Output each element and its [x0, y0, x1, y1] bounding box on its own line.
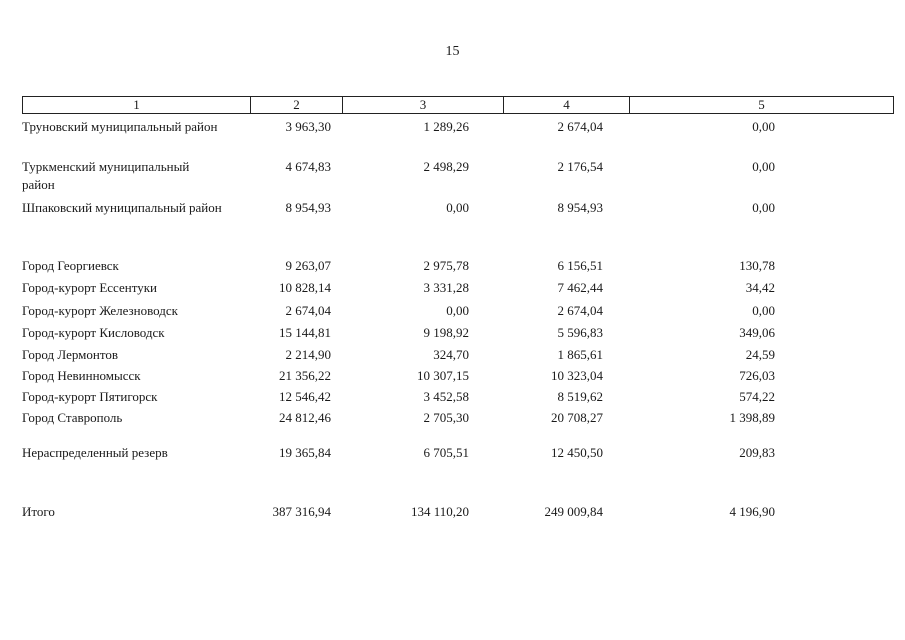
row-name: Город-курорт Железноводск	[22, 303, 178, 318]
row-value-col-2: 9 263,07	[285, 258, 331, 273]
row-value-col-2: 12 546,42	[279, 389, 331, 404]
row-value-col-4: 7 462,44	[557, 280, 603, 295]
row-value-col-5: 349,06	[739, 325, 775, 340]
row-value-col-4: 8 954,93	[557, 200, 603, 215]
row-value-col-2: 21 356,22	[279, 368, 331, 383]
row-name: Труновский муниципальный район	[22, 119, 218, 134]
row-value-col-5: 0,00	[752, 119, 775, 134]
row-value-col-5: 0,00	[752, 159, 775, 174]
row-value-col-4: 2 176,54	[557, 159, 603, 174]
row-name: Туркменский муниципальный район	[22, 159, 190, 192]
row-name: Город Ставрополь	[22, 410, 123, 425]
row-name: Нераспределенный резерв	[22, 445, 168, 460]
row-value-col-3: 3 331,28	[423, 280, 469, 295]
row-value-col-2: 19 365,84	[279, 445, 331, 460]
row-value-col-3: 2 498,29	[423, 159, 469, 174]
row-value-col-4: 8 519,62	[557, 389, 603, 404]
row-value-col-2: 2 674,04	[285, 303, 331, 318]
row-value-col-3: 10 307,15	[417, 368, 469, 383]
row-value-col-3: 9 198,92	[423, 325, 469, 340]
row-value-col-5: 209,83	[739, 445, 775, 460]
row-value-col-3: 0,00	[446, 200, 469, 215]
row-value-col-3: 6 705,51	[423, 445, 469, 460]
row-value-col-3: 324,70	[433, 347, 469, 362]
row-name: Город-курорт Пятигорск	[22, 389, 158, 404]
row-value-col-5: 574,22	[739, 389, 775, 404]
row-value-col-5: 34,42	[745, 280, 775, 295]
row-value-col-5: 0,00	[752, 200, 775, 215]
row-value-col-4: 12 450,50	[551, 445, 603, 460]
row-value-col-2: 10 828,14	[279, 280, 331, 295]
row-value-col-4: 1 865,61	[557, 347, 603, 362]
row-value-col-5: 130,78	[739, 258, 775, 273]
row-value-col-4: 5 596,83	[557, 325, 603, 340]
row-value-col-3: 134 110,20	[410, 504, 469, 519]
row-value-col-5: 24,59	[745, 347, 775, 362]
row-name: Город Георгиевск	[22, 258, 119, 273]
row-value-col-3: 2 975,78	[423, 258, 469, 273]
table-header	[22, 96, 894, 114]
row-value-col-4: 6 156,51	[557, 258, 603, 273]
row-value-col-2: 8 954,93	[285, 200, 331, 215]
header-col-2: 2	[251, 97, 343, 113]
row-name: Шпаковский муниципальный район	[22, 200, 222, 215]
row-value-col-3: 2 705,30	[423, 410, 469, 425]
row-value-col-2: 2 214,90	[285, 347, 331, 362]
row-value-col-4: 20 708,27	[551, 410, 603, 425]
row-name: Итого	[22, 504, 55, 519]
header-col-1: 1	[23, 97, 251, 113]
row-value-col-2: 4 674,83	[285, 159, 331, 174]
header-col-5: 5	[758, 97, 765, 112]
header-col-3: 3	[343, 97, 504, 113]
row-name: Город-курорт Ессентуки	[22, 280, 157, 295]
header-col-4: 4	[504, 97, 630, 113]
row-value-col-2: 387 316,94	[272, 504, 331, 519]
row-value-col-4: 2 674,04	[557, 303, 603, 318]
row-value-col-2: 15 144,81	[279, 325, 331, 340]
row-name: Город Невинномысск	[22, 368, 141, 383]
row-value-col-3: 1 289,26	[423, 119, 469, 134]
row-value-col-4: 2 674,04	[557, 119, 603, 134]
row-value-col-4: 249 009,84	[544, 504, 603, 519]
row-value-col-5: 4 196,90	[729, 504, 775, 519]
row-value-col-5: 0,00	[752, 303, 775, 318]
row-value-col-3: 3 452,58	[423, 389, 469, 404]
row-value-col-2: 3 963,30	[285, 119, 331, 134]
row-value-col-4: 10 323,04	[551, 368, 603, 383]
row-value-col-3: 0,00	[446, 303, 469, 318]
row-value-col-2: 24 812,46	[279, 410, 331, 425]
row-value-col-5: 1 398,89	[729, 410, 775, 425]
page-number: 15	[445, 44, 460, 59]
row-name: Город-курорт Кисловодск	[22, 325, 165, 340]
row-name: Город Лермонтов	[22, 347, 118, 362]
row-value-col-5: 726,03	[739, 368, 775, 383]
